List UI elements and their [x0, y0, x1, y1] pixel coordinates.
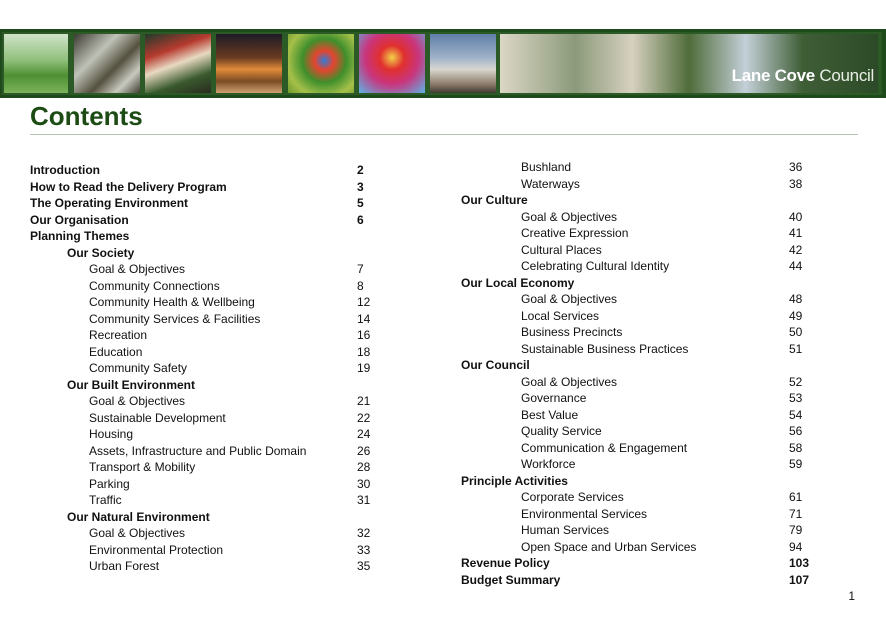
toc-entry-page: 94: [789, 539, 803, 554]
toc-entry-label: Our Society: [67, 245, 135, 260]
toc-entry-page: 16: [357, 328, 371, 342]
toc-entry-page: 36: [789, 160, 803, 174]
toc-entry-page: 59: [789, 457, 803, 471]
toc-entry-label: Transport & Mobility: [89, 460, 196, 474]
toc-entry-label: Assets, Infrastructure and Public Domain: [89, 443, 307, 458]
toc-entry-label: Corporate Services: [521, 490, 624, 504]
page-number: 1: [848, 589, 855, 603]
toc-entry-label: Goal & Objectives: [521, 374, 618, 389]
toc-entry-page: 2: [357, 163, 364, 177]
toc-entry-label: Planning Themes: [30, 229, 130, 243]
toc-entry-label: Creative Expression: [521, 226, 629, 240]
photo-creek: [74, 34, 140, 93]
toc-entry-page: 40: [789, 209, 803, 224]
photo-park: [4, 34, 68, 93]
toc-entry-page: 21: [357, 394, 371, 408]
toc-entry-page: 5: [357, 196, 364, 210]
toc-entry-label: Quality Service: [521, 424, 602, 438]
brand-logo: Lane Cove Council: [731, 66, 874, 85]
toc-entry-page: 31: [357, 493, 371, 507]
toc-entry-page: 7: [357, 262, 364, 276]
toc-entry-label: Open Space and Urban Services: [521, 539, 697, 554]
toc-entry-label: Our Built Environment: [67, 377, 196, 392]
toc-entry-page: 18: [357, 344, 371, 359]
toc-entry-label: Goal & Objectives: [521, 292, 618, 306]
toc-entry-page: 58: [789, 440, 803, 455]
toc-entry-label: Cultural Places: [521, 242, 602, 257]
toc-entry-page: 19: [357, 361, 371, 375]
toc-entry-label: Community Safety: [89, 361, 188, 375]
toc-entry-page: 56: [789, 424, 803, 438]
toc-entry-page: 38: [789, 176, 803, 191]
toc-entry-page: 42: [789, 242, 803, 257]
toc-entry-page: 53: [789, 391, 803, 405]
toc-entry-label: Best Value: [521, 407, 579, 422]
toc-entry-label: Introduction: [30, 163, 100, 177]
title-divider: [30, 134, 858, 135]
toc-entry-label: Governance: [521, 391, 587, 405]
photo-building: [430, 34, 496, 93]
toc-entry-page: 54: [789, 407, 803, 422]
toc-entry-label: Business Precincts: [521, 325, 623, 339]
toc-entry-label: Sustainable Development: [89, 410, 226, 425]
photo-night-market: [216, 34, 282, 93]
toc-entry-page: 24: [357, 427, 371, 441]
toc-entry-label: Recreation: [89, 328, 148, 342]
toc-entry-page: 28: [357, 460, 371, 474]
toc-entry-page: 26: [357, 443, 371, 458]
toc-entry-page: 71: [789, 506, 803, 521]
toc-entry-label: Our Local Economy: [461, 275, 575, 290]
toc-entry-label: Revenue Policy: [461, 556, 550, 570]
toc-entry-page: 32: [357, 526, 371, 540]
toc-entry-label: Education: [89, 344, 143, 359]
toc-entry-label: Budget Summary: [461, 572, 561, 587]
toc-entry-page: 103: [789, 556, 810, 570]
toc-entry-label: Goal & Objectives: [521, 209, 618, 224]
toc-entry-label: Urban Forest: [89, 559, 160, 573]
toc-entry-label: Our Culture: [461, 193, 528, 207]
page-title: Contents: [30, 101, 143, 131]
toc-entry-label: Our Council: [461, 358, 530, 372]
photo-festival: [145, 34, 211, 93]
toc-entry-page: 79: [789, 523, 803, 537]
toc-entry-page: 35: [357, 559, 371, 573]
toc-entry-label: Environmental Services: [521, 506, 648, 521]
header-banner: [0, 29, 886, 98]
toc-entry-label: Workforce: [521, 457, 576, 471]
toc-entry-label: Goal & Objectives: [89, 394, 186, 408]
toc-entry-label: Community Services & Facilities: [89, 311, 261, 326]
toc-entry-page: 50: [789, 325, 803, 339]
toc-entry-label: Principle Activities: [461, 473, 568, 488]
toc-entry-page: 6: [357, 212, 364, 227]
toc-entry-page: 33: [357, 542, 371, 557]
toc-entry-label: Parking: [89, 476, 130, 491]
toc-entry-label: Our Organisation: [30, 212, 129, 227]
toc-entry-label: Waterways: [521, 176, 580, 191]
toc-entry-label: Community Health & Wellbeing: [89, 295, 255, 309]
toc-entry-page: 3: [357, 179, 364, 194]
toc-entry-page: 14: [357, 311, 371, 326]
toc-entry-label: How to Read the Delivery Program: [30, 179, 227, 194]
toc-entry-page: 61: [789, 490, 803, 504]
toc-entry-page: 12: [357, 295, 371, 309]
toc-entry-label: Housing: [89, 427, 134, 441]
toc-entry-page: 41: [789, 226, 803, 240]
toc-entry-page: 44: [789, 259, 803, 273]
toc-entry-label: Communication & Engagement: [521, 440, 688, 455]
toc-entry-label: Goal & Objectives: [89, 526, 186, 540]
toc-entry-label: Goal & Objectives: [89, 262, 186, 276]
photo-dancer: [359, 34, 425, 93]
toc-entry-label: Our Natural Environment: [67, 509, 210, 524]
toc-entry-label: Bushland: [521, 160, 572, 174]
toc-entry-page: 48: [789, 292, 803, 306]
toc-entry-label: Community Connections: [89, 278, 220, 293]
toc-entry-page: 52: [789, 374, 803, 389]
toc-entry-label: The Operating Environment: [30, 196, 189, 210]
toc-entry-page: 8: [357, 278, 364, 293]
toc-entry-page: 107: [789, 572, 810, 587]
toc-entry-label: Human Services: [521, 523, 610, 537]
toc-entry-label: Celebrating Cultural Identity: [521, 259, 670, 273]
toc-entry-page: 22: [357, 410, 371, 425]
photo-parrot: [288, 34, 354, 93]
toc-entry-page: 49: [789, 308, 803, 323]
toc-entry-label: Sustainable Business Practices: [521, 341, 689, 356]
toc-entry-label: Environmental Protection: [89, 542, 224, 557]
toc-entry-label: Traffic: [89, 493, 122, 507]
toc-entry-label: Local Services: [521, 308, 600, 323]
toc-entry-page: 30: [357, 476, 371, 491]
toc-entry-page: 51: [789, 341, 803, 356]
